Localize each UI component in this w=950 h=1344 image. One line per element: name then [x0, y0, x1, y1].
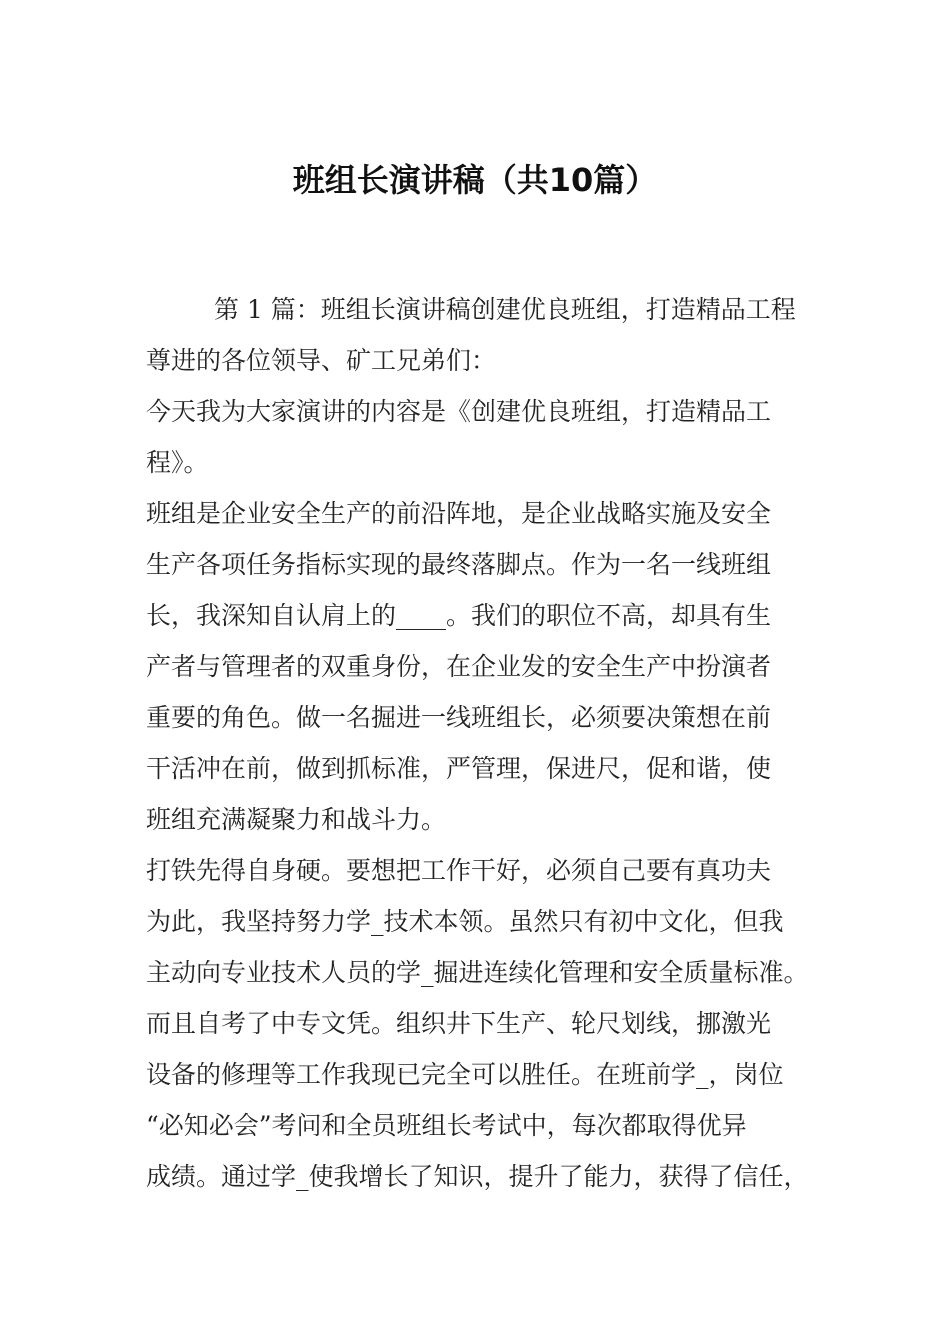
body-line: 打铁先得自身硬。要想把工作干好，必须自己要有真功夫 [146, 856, 772, 885]
body-line: 干活冲在前，做到抓标准，严管理，保进尺，促和谐，使 [146, 754, 772, 783]
body-line: 今天我为大家演讲的内容是《创建优良班组，打造精品工 [146, 397, 772, 426]
body-line: 班组充满凝聚力和战斗力。 [146, 805, 447, 834]
document-title: 班组长演讲稿（共10篇） [292, 161, 658, 199]
body-line: 第 1 篇：班组长演讲稿创建优良班组，打造精品工程 [214, 295, 796, 324]
document-body [146, 288, 826, 1206]
body-line: 成绩。通过学_使我增长了知识，提升了能力，获得了信任， [146, 1162, 809, 1191]
body-line: 为此，我坚持努力学_技术本领。虽然只有初中文化，但我 [146, 907, 784, 936]
body-line: 重要的角色。做一名掘进一线班组长，必须要决策想在前 [146, 703, 772, 732]
body-line: 主动向专业技术人员的学_掘进连续化管理和安全质量标准。 [146, 958, 809, 987]
body-line: 产者与管理者的双重身份，在企业发的安全生产中扮演者 [146, 652, 772, 681]
body-line: 而且自考了中专文凭。组织井下生产、轮尺划线，挪激光 [146, 1009, 772, 1038]
body-line: 生产各项任务指标实现的最终落脚点。作为一名一线班组 [146, 550, 772, 579]
body-line: “必知必会”考问和全员班组长考试中，每次都取得优异 [146, 1111, 747, 1140]
body-line: 程》。 [146, 448, 209, 477]
body-line: 尊进的各位领导、矿工兄弟们： [146, 346, 497, 375]
body-line: 长，我深知自认肩上的____。我们的职位不高，却具有生 [146, 601, 772, 630]
body-line: 班组是企业安全生产的前沿阵地，是企业战略实施及安全 [146, 499, 772, 528]
body-line: 设备的修理等工作我现已完全可以胜任。在班前学_，岗位 [146, 1060, 784, 1089]
